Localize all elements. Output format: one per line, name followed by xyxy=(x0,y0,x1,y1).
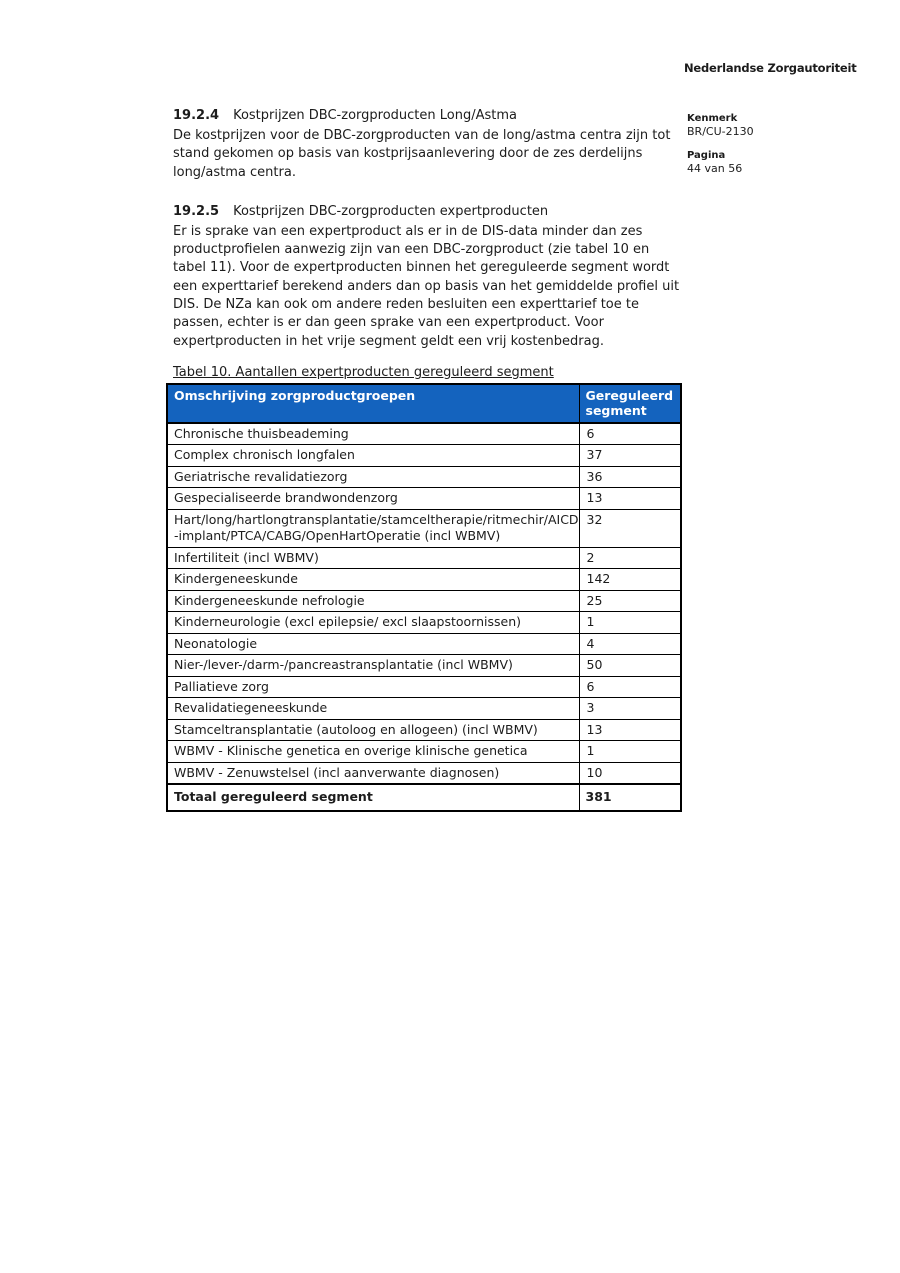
section-body: De kostprijzen voor de DBC-zorgproducten van de long/astma centra zijn tot stand gekomen op basis van kostprijsaanlevering door de zes derdelijns long/astma centra. xyxy=(173,128,671,180)
row-value: 13 xyxy=(579,719,681,741)
row-label: WBMV - Zenuwstelsel (incl aanverwante diagnosen) xyxy=(167,762,579,784)
pagina-value: 44 van 56 xyxy=(687,162,743,175)
section-heading xyxy=(173,202,680,221)
row-value: 4 xyxy=(579,633,681,655)
row-value: 25 xyxy=(579,590,681,612)
table-row xyxy=(167,547,681,569)
column-header-omschrijving: Omschrijving zorgproductgroepen xyxy=(167,384,579,423)
pagina-label: Pagina xyxy=(687,150,726,161)
table-row xyxy=(167,612,681,634)
row-value: 1 xyxy=(579,741,681,763)
kenmerk-value: BR/CU-2130 xyxy=(687,125,754,138)
row-label: Kindergeneeskunde xyxy=(167,569,579,591)
expert-products-table xyxy=(166,383,682,812)
section-heading xyxy=(173,106,680,125)
row-value: 6 xyxy=(579,676,681,698)
table-row xyxy=(167,676,681,698)
table-row xyxy=(167,590,681,612)
table-row xyxy=(167,466,681,488)
table-row xyxy=(167,633,681,655)
total-value: 381 xyxy=(579,784,681,811)
row-label: Infertiliteit (incl WBMV) xyxy=(167,547,579,569)
table-body xyxy=(167,423,681,785)
row-value: 2 xyxy=(579,547,681,569)
section-title: Kostprijzen DBC-zorgproducten expertproducten xyxy=(233,203,549,219)
row-label: Palliatieve zorg xyxy=(167,676,579,698)
row-label: Revalidatiegeneeskunde xyxy=(167,698,579,720)
row-value: 32 xyxy=(579,509,681,547)
section-number: 19.2.5 xyxy=(173,203,220,219)
table-row xyxy=(167,719,681,741)
table-row xyxy=(167,488,681,510)
row-value: 1 xyxy=(579,612,681,634)
table-row xyxy=(167,445,681,467)
row-value: 50 xyxy=(579,655,681,677)
row-label: Stamceltransplantatie (autoloog en allogeen) (incl WBMV) xyxy=(167,719,579,741)
brand-title: Nederlandse Zorgautoriteit xyxy=(684,61,857,75)
table-row xyxy=(167,569,681,591)
row-value: 10 xyxy=(579,762,681,784)
table-header-row xyxy=(167,384,681,423)
section-19-2-4 xyxy=(173,106,680,182)
main-text-column xyxy=(173,106,680,812)
row-label: Nier-/lever-/darm-/pancreastransplantatie (incl WBMV) xyxy=(167,655,579,677)
table-row xyxy=(167,741,681,763)
row-label: Kindergeneeskunde nefrologie xyxy=(167,590,579,612)
row-value: 3 xyxy=(579,698,681,720)
total-label: Totaal gereguleerd segment xyxy=(167,784,579,811)
section-number: 19.2.4 xyxy=(173,108,220,123)
row-label: Geriatrische revalidatiezorg xyxy=(167,466,579,488)
row-value: 142 xyxy=(579,569,681,591)
table-row xyxy=(167,423,681,445)
row-value: 37 xyxy=(579,445,681,467)
kenmerk-label: Kenmerk xyxy=(687,113,738,124)
table-row xyxy=(167,509,681,547)
row-value: 13 xyxy=(579,488,681,510)
table-caption: Tabel 10. Aantallen expertproducten gereguleerd segment xyxy=(173,364,554,380)
row-value: 36 xyxy=(579,466,681,488)
table-total-row xyxy=(167,784,681,811)
row-value: 6 xyxy=(579,423,681,445)
column-header-gereguleerd: Gereguleerd segment xyxy=(579,384,681,423)
row-label: Kinderneurologie (excl epilepsie/ excl slaapstoornissen) xyxy=(167,612,579,634)
row-label: Hart/long/hartlongtransplantatie/stamceltherapie/ritmechir/AICD -implant/PTCA/CABG/OpenHartOperatie (incl WBMV) xyxy=(167,509,579,547)
row-label: Chronische thuisbeademing xyxy=(167,423,579,445)
table-row xyxy=(167,762,681,784)
table-row xyxy=(167,655,681,677)
section-body: Er is sprake van een expertproduct als er in de DIS-data minder dan zes productprofielen aanwezig zijn van een DBC-zorgproduct (zie tabel 10 en tabel 11). Voor de expertproducten binnen het gereguleerde segment wordt een experttarief berekend anders dan op basis van het gemiddelde profiel uit DIS. De NZa kan ook om andere reden besluiten een experttarief toe te passen, echter is er dan geen sprake van een expertproduct. Voor expertproducten in het vrije segment geldt een vrij kostenbedrag. xyxy=(173,223,680,349)
row-label: Neonatologie xyxy=(167,633,579,655)
section-title: Kostprijzen DBC-zorgproducten Long/Astma xyxy=(233,108,517,123)
row-label: Complex chronisch longfalen xyxy=(167,445,579,467)
row-label: Gespecialiseerde brandwondenzorg xyxy=(167,488,579,510)
document-meta-sidebar xyxy=(687,112,847,186)
section-19-2-5 xyxy=(173,202,680,351)
table-row xyxy=(167,698,681,720)
row-label: WBMV - Klinische genetica en overige klinische genetica xyxy=(167,741,579,763)
